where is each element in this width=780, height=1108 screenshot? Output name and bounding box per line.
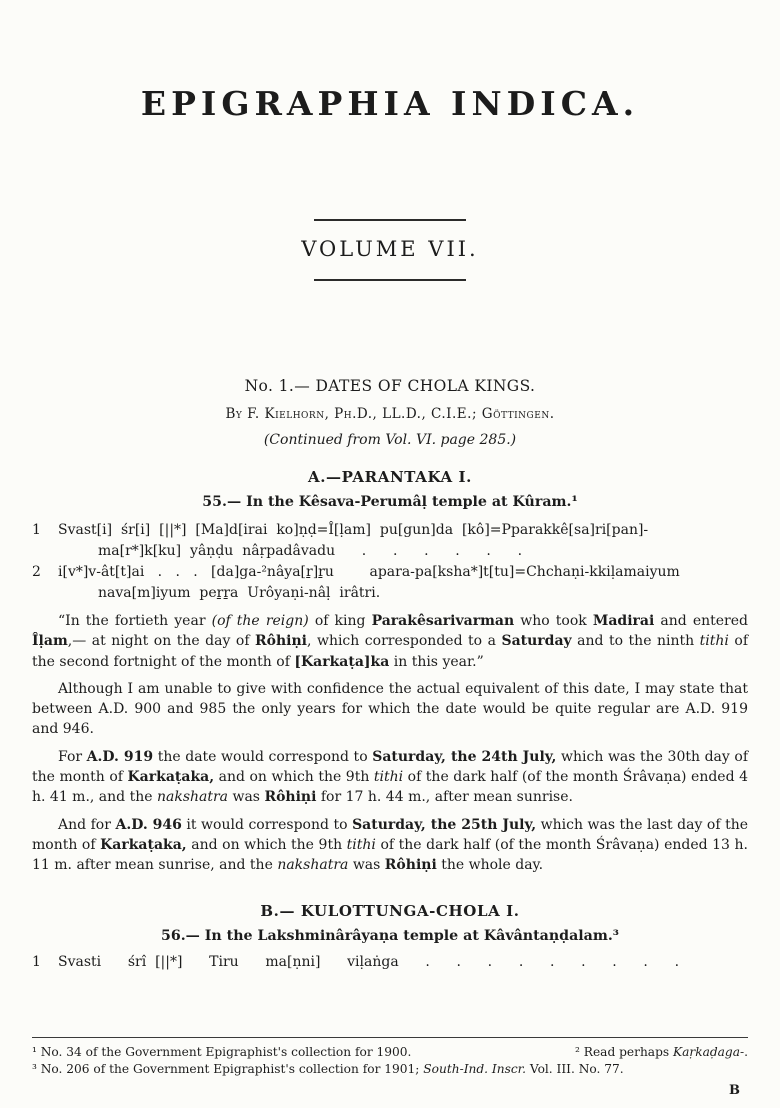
- volume-block: [32, 219, 748, 281]
- page-footer: [32, 1037, 748, 1098]
- date-946-paragraph: And for A.D. 946 it would correspond to Saturday, the 25th July, which was the last day of the month of Karkaṭaka, and on which the 9th tithi of the dark half (of the month Śrâvaṇa) ended 13 h. 11 m. after mean sunrise, and the nakshatra was Rôhiṇi the whole day.: [32, 816, 748, 874]
- translation-paragraph: “In the fortieth year (of the reign) of king Parakêsarivarman who took Madirai and entered Îḷam,— at night on the day of Rôhiṇi, which corresponded to a Saturday and to the ninth tithi of the second fortnight of the month of [Karkaṭa]ka in this year.”: [32, 613, 749, 670]
- inscription-line-text: [58, 520, 748, 562]
- inscription-line-number: 1: [32, 522, 41, 538]
- inscription-text-row: i[v*]v-ât[t]ai . . . [da]ga-²nâya[ṟ]ṟu apara-pa[ksha*]t[tu]=Chchaṇi-kkiḷamaiyum: [58, 564, 680, 580]
- footnote-divider: [32, 1037, 748, 1038]
- continued-note: (Continued from Vol. VI. page 285.): [263, 432, 517, 448]
- inscription-line-number: 2: [32, 564, 41, 580]
- section-a-subheading: 55.— In the Kêsava-Perumâḷ temple at Kûram.¹: [202, 494, 578, 510]
- inscription-line-number: 1: [32, 953, 41, 970]
- inscription-text-row: ma[r*]k[ku] yâṇḍu nâṛpadâvadu . . . . . .: [98, 543, 523, 559]
- inscription-line-1: [32, 520, 748, 562]
- volume-divider-bottom: [314, 279, 466, 281]
- inscription-line-text: Svasti śrî [||*] Tiru ma[ṇni] viḷaṅga . . . . . . . . .: [58, 953, 680, 970]
- inscription-text-row: Svast[i] śr[i] [||*] [Ma]d[irai ko]ṇḍ=Î[ḷam] pu[gun]da [kô]=Pparakkê[sa]ri[pan]-: [58, 522, 649, 538]
- footnote-3: ³ No. 206 of the Government Epigraphist's collection for 1901; South-Ind. Inscr. Vol. III. No. 77.: [32, 1062, 624, 1077]
- article-byline: By F. Kielhorn, Ph.D., LL.D., C.I.E.; Göttingen.: [225, 406, 555, 422]
- commentary-paragraph: Although I am unable to give with confidence the actual equivalent of this date, I may state that between A.D. 900 and 985 the only years for which the date would be quite regular are A.D. 919 and 946.: [32, 680, 748, 738]
- inscription-line-2: [32, 562, 748, 604]
- section-b-heading: B.— KULOTTUNGA-CHOLA I.: [260, 901, 520, 920]
- section-a-heading: A.—PARANTAKA I.: [307, 468, 472, 486]
- article-title: No. 1.— DATES OF CHOLA KINGS.: [244, 377, 536, 395]
- transliteration-block: [32, 520, 748, 604]
- article-header: [32, 377, 748, 448]
- section-b-subheading: 56.— In the Lakshminârâyaṇa temple at Kâvântaṇḍalam.³: [160, 927, 620, 944]
- signature-mark: B: [729, 1083, 740, 1098]
- inscription-line-text: [58, 562, 748, 604]
- footnote-row: [32, 1044, 748, 1062]
- date-919-paragraph: For A.D. 919 the date would correspond to Saturday, the 24th July, which was the 30th day of the month of Karkaṭaka, and on which the 9th tithi of the dark half (of the month Śrâvaṇa) ended 4 h. 41 m., and the nakshatra was Rôhiṇi for 17 h. 44 m., after mean sunrise.: [32, 748, 748, 806]
- footnote-2: ² Read perhaps Kaṛkaḍaga-.: [575, 1044, 748, 1059]
- volume-heading: VOLUME VII.: [301, 237, 479, 261]
- book-title: EPIGRAPHIA INDICA.: [140, 84, 640, 123]
- inscription-text-row: nava[m]iyum peṟṟa Urôyaṇi-nâḷ irâtri.: [98, 585, 381, 601]
- inscription-line-b1: [32, 954, 748, 970]
- footnote-1: ¹ No. 34 of the Government Epigraphist's collection for 1900.: [32, 1044, 412, 1059]
